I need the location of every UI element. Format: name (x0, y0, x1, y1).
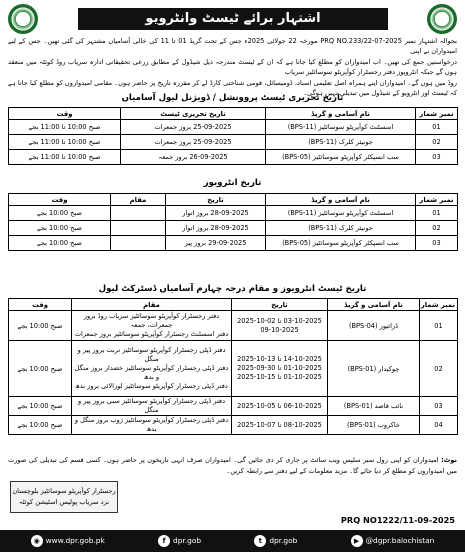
column-header: نام آسامی و گریڈ (328, 299, 420, 311)
date-line: 01-10-2025 تا 15-10-2025 (237, 373, 322, 381)
row-number: 02 (416, 221, 458, 236)
social-label: www.dpr.gob.pk (45, 536, 105, 545)
social-footer-bar (0, 530, 465, 552)
social-youtube[interactable] (351, 530, 435, 552)
place-line: دفتر ڈپٹی رجسٹرار کوآپریٹو سوسائٹیز سبی بروز پیر و منگل (77, 397, 226, 414)
post-name: ڈرائیور (BPS-04) (328, 311, 420, 341)
test-dates (232, 397, 328, 416)
table-row (9, 341, 458, 397)
test-dates (232, 311, 328, 341)
test-dates (232, 416, 328, 435)
post-name: نائب قاصد (BPS-01) (328, 397, 420, 416)
test-dates (232, 341, 328, 397)
place-line: دفتر ڈپٹی رجسٹرار کوآپریٹو سوسائٹیز ژوب بروز منگل و بدھ (74, 416, 229, 433)
balochistan-seal-icon (8, 4, 38, 34)
globe-icon: ◉ (31, 535, 43, 547)
table-row (9, 221, 458, 236)
test-date: 25-09-2025 بروز جمعرات (121, 120, 266, 135)
column-header: مقام (111, 194, 166, 206)
test-date: 25-09-2025 بروز جمعرات (121, 135, 266, 150)
date-line: 14-10-2025 تا 13-10-2025 (237, 355, 322, 363)
row-number: 02 (416, 135, 458, 150)
authority-line: نزد سریاب پولیس اسٹیشن کوئٹہ (18, 498, 110, 506)
test-places (72, 416, 232, 435)
section-title-interviews: تاریخ انٹرویوز (203, 178, 262, 188)
table-row (9, 135, 458, 150)
social-facebook[interactable] (158, 530, 201, 552)
interview-time: صبح 10:00 بجے (9, 236, 111, 251)
test-time: صبح 10:00 بجے (9, 341, 72, 397)
column-header: تاریخ تحریری ٹیسٹ (121, 108, 266, 120)
place-line: دفتر اسسٹنٹ رجسٹرار کوآپریٹو سوسائٹیز بروز جمعرات (74, 330, 229, 338)
post-name: اسسٹنٹ کوآپریٹو سوسائٹیز (BPS-11) (266, 206, 416, 221)
interview-date: 28-09-2025 بروز اتوار (166, 206, 266, 221)
test-time: صبح 10:00 بجے (9, 311, 72, 341)
social-label: dpr.gob (173, 536, 202, 545)
date-line: 03-10-2025 تا 02-10-2025 (237, 316, 322, 325)
district-level-table (8, 298, 458, 435)
place-line: دفتر رجسٹرار کوآپریٹو سوسائٹیز سریاب روڈ بروز جمعرات، جمعہ (83, 312, 220, 329)
section-title-written-test: تاریخ تحریری ٹیسٹ پروونشل / ڈویژنل لیول آسامیاں (121, 93, 344, 103)
row-number: 03 (420, 397, 458, 416)
youtube-icon: ▶ (351, 535, 363, 547)
table-header-row (9, 108, 458, 120)
test-places (72, 341, 232, 397)
facebook-icon: f (158, 535, 170, 547)
social-label: dpr.gob (269, 536, 298, 545)
date-line: 06-10-2025 تا 05-10-2025 (237, 401, 322, 410)
column-header: تاریخ (232, 299, 328, 311)
place-line: دفتر ڈپٹی رجسٹرار کوآپریٹو سوسائٹیز تربت بروز پیر و منگل (77, 346, 226, 363)
interview-place (111, 206, 166, 221)
column-header: مقام (72, 299, 232, 311)
row-number: 03 (416, 150, 458, 165)
interview-time: صبح 10:00 بجے (9, 221, 111, 236)
post-name: سب انسپکٹر کوآپریٹو سوسائٹیز (BPS-05) (266, 150, 416, 165)
intro-line: بحوالہ اشتہار نمبر PRQ NO.233/22-07-2025 مورخہ 22 جولائی 2025ء جس کے تحت گریڈ 01 تا 11 کی خالی آسامیاں مشتہر کی گئی تھیں۔ جس کے لیے امیدواران نے اپنی (8, 37, 457, 56)
column-header: وقت (9, 108, 121, 120)
advert-header (8, 4, 457, 34)
note-text: امیدواران کو اپنی رول نمبر سلپس ویب سائٹ پر جاری کر دی جائیں گی۔ امیدواران صرف انہی تاریخوں پر حاضر ہوں۔ کسی قسم کی تبدیلی کی صورت میں امیدواروں کو مطلع کر دیا جائے گا۔ مزید معلومات کے لیے دفتر سے رابطہ کریں۔ (8, 456, 457, 475)
table-header-row (9, 194, 458, 206)
authority-line: رجسٹرار کوآپریٹو سوسائٹیز بلوچستان (12, 487, 116, 495)
twitter-icon: t (254, 535, 266, 547)
post-name: سب انسپکٹر کوآپریٹو سوسائٹیز (BPS-05) (266, 236, 416, 251)
table-row (9, 311, 458, 341)
column-header: نمبر شمار (416, 108, 458, 120)
table-row (9, 150, 458, 165)
advert-title: اشتہار برائے ٹیسٹ وانٹرویو (78, 8, 388, 30)
row-number: 02 (420, 341, 458, 397)
row-number: 04 (420, 416, 458, 435)
post-name: جونیئر کلرک (BPS-11) (266, 221, 416, 236)
column-header: تاریخ (166, 194, 266, 206)
test-time: صبح 10:00 تا 11:00 بجے (9, 135, 121, 150)
table-row (9, 416, 458, 435)
place-line: دفتر ڈپٹی رجسٹرار کوآپریٹو سوسائٹیز خضدار بروز منگل و بدھ (74, 364, 229, 381)
prq-number: PRQ NO1222/11-09-2025 (340, 515, 455, 525)
column-header: نمبر شمار (416, 194, 458, 206)
government-logo-icon (427, 4, 457, 34)
date-line: 01-10-2025 تا 30-09-2025 (237, 364, 322, 372)
issuing-authority-box (10, 481, 118, 513)
row-number: 01 (420, 311, 458, 341)
table-row (9, 397, 458, 416)
note-paragraph (8, 455, 457, 479)
interview-table (8, 193, 458, 251)
test-time: صبح 10:00 بجے (9, 416, 72, 435)
date-line: 08-10-2025 تا 07-10-2025 (237, 420, 322, 429)
table-row (9, 206, 458, 221)
date-line: 09-10-2025 (260, 325, 299, 334)
test-places (72, 311, 232, 341)
column-header: نمبر شمار (420, 299, 458, 311)
table-header-row (9, 299, 458, 311)
written-test-table (8, 107, 458, 165)
social-label: @dgpr.balochistan (365, 536, 435, 545)
row-number: 01 (416, 120, 458, 135)
interview-date: 29-09-2025 بروز پیر (166, 236, 266, 251)
column-header: نام آسامی و گریڈ (266, 108, 416, 120)
section-title-district-level: تاریخ ٹیسٹ انٹرویوز و مقام درجہ چہارم آسامیاں ڈسٹرکٹ لیول (98, 284, 367, 294)
note-label: نوٹ: (441, 456, 457, 464)
post-name: خاکروب (BPS-01) (328, 416, 420, 435)
column-header: وقت (9, 299, 72, 311)
intro-line: درخواستیں جمع کی تھیں۔ اب امیدواران کو مطلع کیا جاتا ہے کہ ان کے ٹیسٹ مندرجہ ذیل شیڈول کے مطابق زرعی تحقیقاتی ادارہ سریاب روڈ کوئٹہ میں منعقد ہوں گے جبکہ انٹرویوز دفتر رجسٹرار کوآپریٹو سوسائٹیز سریاب (8, 57, 457, 77)
post-name: جونیئر کلرک (BPS-11) (266, 135, 416, 150)
post-name: اسسٹنٹ کوآپریٹو سوسائٹیز (BPS-11) (266, 120, 416, 135)
intro-line: روڈ میں ہوں گے۔ امیدواران اپنے ہمراہ اصل تعلیمی اسناد، ڈومیسائل، قومی شناختی کارڈ لے کر مقررہ تاریخ پر حاضر ہوں۔ مقامی امیدواروں کو مطلع کیا جاتا ہے کہ ٹیسٹ اور انٹرویو کے شیڈول میں تبدیلی نہیں ہوگی۔ (8, 78, 457, 98)
post-name: چوکیدار (BPS-01) (328, 341, 420, 397)
table-row (9, 120, 458, 135)
social-twitter[interactable] (254, 530, 297, 552)
column-header: وقت (9, 194, 111, 206)
place-line: دفتر ڈپٹی رجسٹرار کوآپریٹو سوسائٹیز لورالائی بروز بدھ (75, 382, 228, 390)
test-date: 26-09-2025 بروز جمعہ (121, 150, 266, 165)
test-time: صبح 10:00 بجے (9, 397, 72, 416)
row-number: 01 (416, 206, 458, 221)
interview-place (111, 221, 166, 236)
table-row (9, 236, 458, 251)
column-header: نام آسامی و گریڈ (266, 194, 416, 206)
interview-date: 28-09-2025 بروز اتوار (166, 221, 266, 236)
interview-place (111, 236, 166, 251)
social-website[interactable] (31, 530, 105, 552)
test-places (72, 397, 232, 416)
test-time: صبح 10:00 تا 11:00 بجے (9, 150, 121, 165)
test-time: صبح 10:00 تا 11:00 بجے (9, 120, 121, 135)
row-number: 03 (416, 236, 458, 251)
interview-time: صبح 10:00 بجے (9, 206, 111, 221)
